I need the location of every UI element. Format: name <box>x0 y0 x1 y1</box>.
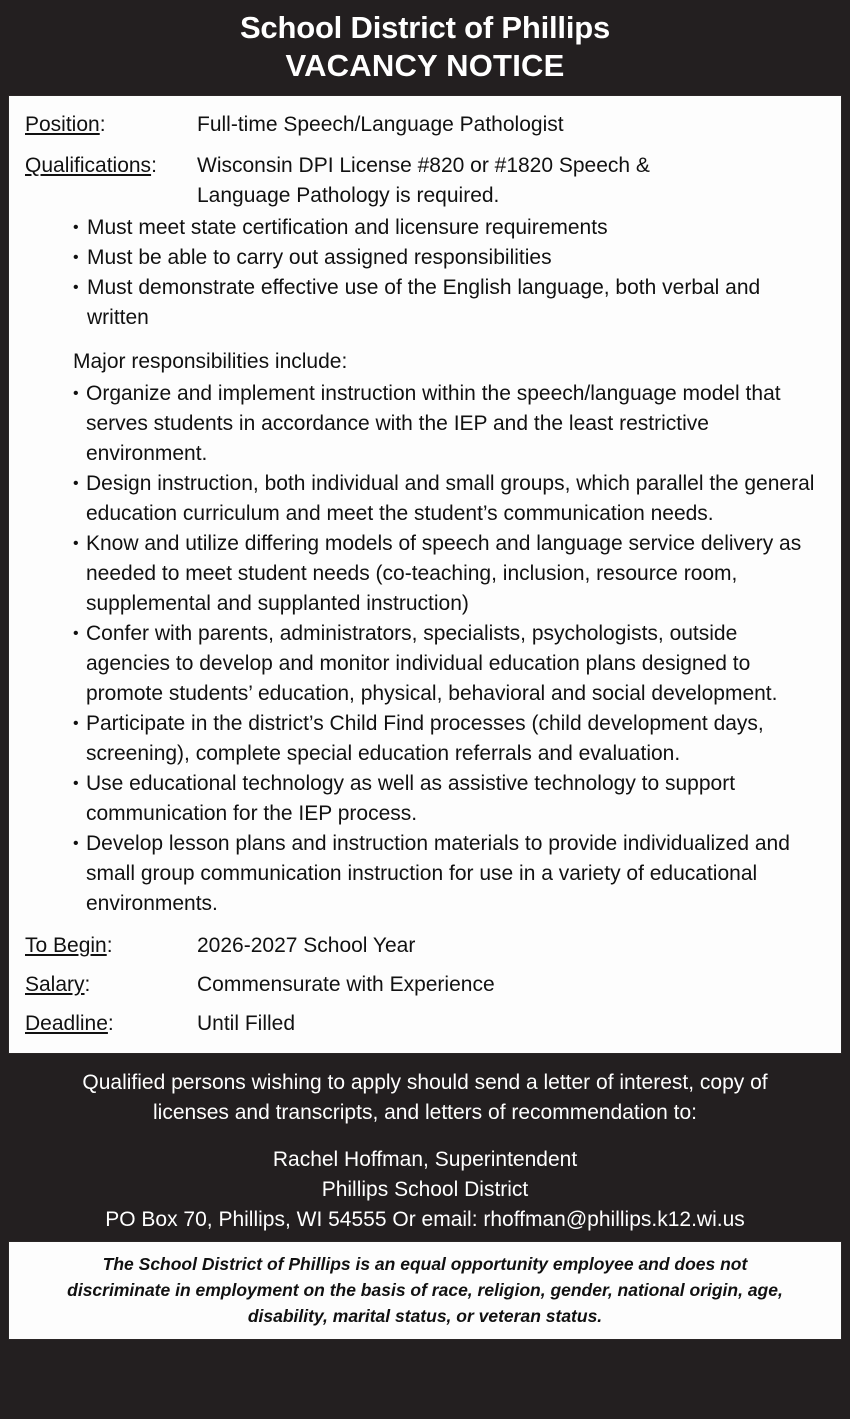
notice-title: VACANCY NOTICE <box>285 48 565 83</box>
contact-address-and-email: PO Box 70, Phillips, WI 54555 Or email: rhoffman@phillips.k12.wi.us <box>105 1208 745 1231</box>
contact-spacer <box>18 1128 832 1145</box>
to-begin-label <box>25 931 197 961</box>
to-begin-row <box>25 931 827 961</box>
position-label <box>25 110 197 140</box>
list-item: • Design instruction, both individual and small groups, which parallel the general education curriculum and meet the student’s communication needs. <box>73 469 827 529</box>
list-item: • Confer with parents, administrators, specialists, psychologists, outside agencies to develop and monitor individual education plans designed to promote students’ education, physical, behavioral and social development. <box>73 619 827 709</box>
list-item: • Organize and implement instruction within the speech/language model that serves students in accordance with the IEP and the least restrictive environment. <box>73 379 827 469</box>
qualifications-value-line1: Wisconsin DPI License #820 or #1820 Speech & <box>197 154 650 177</box>
district-name: School District of Phillips <box>239 10 611 45</box>
salary-value: Commensurate with Experience <box>197 973 495 996</box>
to-begin-label-text: To Begin <box>25 934 107 957</box>
contact-organization: Phillips School District <box>321 1178 529 1201</box>
to-begin-value: 2026-2027 School Year <box>197 934 416 957</box>
list-item: • Use educational technology as well as assistive technology to support communication for the IEP process. <box>73 769 827 829</box>
deadline-row <box>25 1009 827 1039</box>
equal-opportunity-statement <box>8 1241 842 1340</box>
list-item: • Must demonstrate effective use of the English language, both verbal and written <box>73 273 825 333</box>
qualifications-label <box>25 151 197 181</box>
salary-row <box>25 970 827 1000</box>
responsibilities-bullet-list <box>25 379 827 919</box>
qualifications-row <box>25 151 827 181</box>
position-row <box>25 110 827 140</box>
salary-label <box>25 970 197 1000</box>
application-instructions <box>0 1054 850 1241</box>
salary-label-colon: : <box>84 973 91 996</box>
list-item: • Must meet state certification and licensure requirements <box>73 213 825 243</box>
list-item: • Know and utilize differing models of speech and language service delivery as needed to meet student needs (co-teaching, inclusion, resource room, supplemental and supplanted instruction) <box>73 529 827 619</box>
apply-instructions-line2: licenses and transcripts, and letters of recommendation to: <box>153 1101 697 1124</box>
qualifications-label-text: Qualifications <box>25 154 152 177</box>
eeo-line3: disability, marital status, or veteran status. <box>247 1306 603 1326</box>
contact-person: Rachel Hoffman, Superintendent <box>272 1148 578 1171</box>
job-details-panel <box>8 95 842 1054</box>
list-item: • Develop lesson plans and instruction materials to provide individualized and small group communication instruction for use in a variety of educational environments. <box>73 829 827 919</box>
deadline-label <box>25 1009 197 1039</box>
qualification-bullet-list <box>25 213 827 333</box>
apply-instructions-line1: Qualified persons wishing to apply should send a letter of interest, copy of <box>82 1071 768 1094</box>
salary-label-text: Salary <box>25 973 85 996</box>
position-value: Full-time Speech/Language Pathologist <box>197 113 564 136</box>
employment-terms <box>25 931 827 1039</box>
eeo-line2: discriminate in employment on the basis of race, religion, gender, national origin, age, <box>67 1280 783 1300</box>
notice-header <box>0 0 850 95</box>
qualifications-value-line2: Language Pathology is required. <box>197 184 500 207</box>
eeo-line1: The School District of Phillips is an equal opportunity employee and does not <box>102 1254 748 1274</box>
list-item: • Must be able to carry out assigned responsibilities <box>73 243 825 273</box>
qualifications-label-colon: : <box>151 154 157 177</box>
deadline-value: Until Filled <box>197 1012 296 1035</box>
list-item: • Participate in the district’s Child Find processes (child development days, screening), complete special education referrals and evaluation. <box>73 709 827 769</box>
deadline-label-text: Deadline <box>25 1012 108 1035</box>
position-label-colon: : <box>99 113 106 136</box>
position-label-text: Position <box>25 113 100 136</box>
deadline-label-colon: : <box>107 1012 114 1035</box>
responsibilities-heading: Major responsibilities include: <box>73 350 348 373</box>
to-begin-label-colon: : <box>106 934 113 957</box>
